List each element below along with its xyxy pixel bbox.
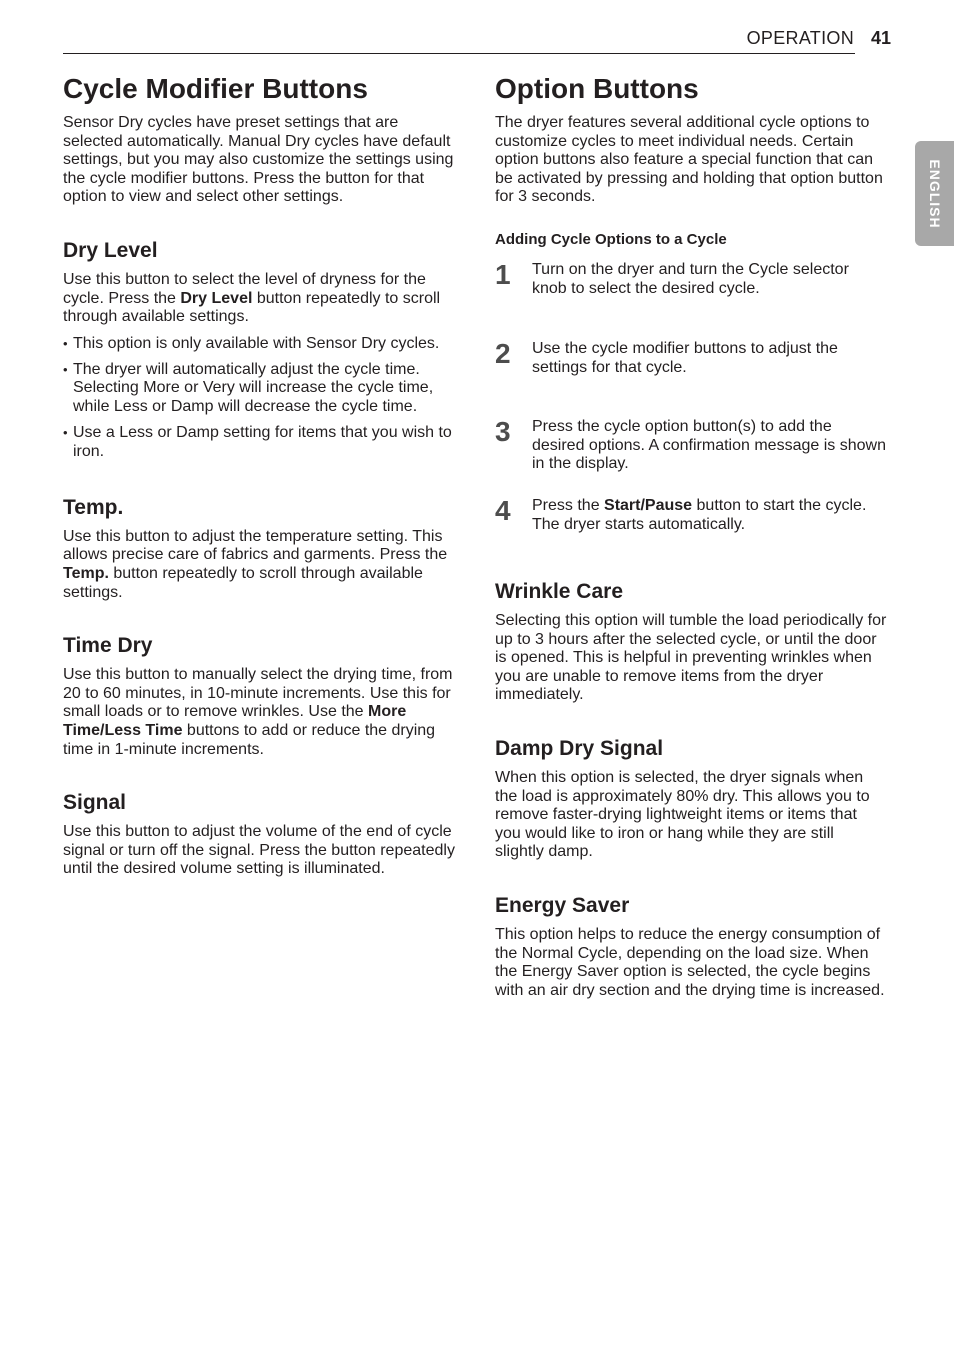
step-text: Use the cycle modifier buttons to adjust the settings for that cycle. bbox=[532, 339, 838, 376]
step-4 bbox=[495, 494, 887, 578]
cycle-modifier-title: Cycle Modifier Buttons bbox=[63, 73, 368, 104]
step-text: Turn on the dryer and turn the Cycle selector knob to select the desired cycle. bbox=[532, 260, 849, 297]
damp-dry-signal-body: When this option is selected, the dryer signals when the load is approximately 80% dry. This allows you to remove faster-drying lightweight items or items that you would like to iron or hang while they are still slightly damp. bbox=[495, 768, 870, 861]
step-number: 4 bbox=[495, 494, 511, 526]
dry-level-bullets bbox=[63, 335, 459, 462]
wrinkle-care-body: Selecting this option will tumble the load periodically for up to 3 hours after the selected cycle, or until the door is opened. This is helpful in preventing wrinkles when you are unable to remove items from the dryer immediately. bbox=[495, 611, 887, 704]
step-number: 1 bbox=[495, 258, 511, 290]
temp-body: Use this button to adjust the temperature setting. This allows precise care of fabrics and garments. Press the Temp. button repeatedly to scroll through available settings. bbox=[63, 527, 448, 601]
dry-level-heading: Dry Level bbox=[63, 238, 158, 262]
step-2 bbox=[495, 337, 887, 418]
option-buttons-title: Option Buttons bbox=[495, 73, 699, 104]
list-item: • The dryer will automatically adjust the cycle time. Selecting More or Very will increase the cycle time, while Less or Damp will decrease the cycle time. bbox=[63, 361, 459, 417]
step-number: 3 bbox=[495, 415, 511, 447]
time-dry-body: Use this button to manually select the drying time, from 20 to 60 minutes, in 10-minute increments. Use this for small loads or to remove wrinkles. Use the More Time/Less Time buttons to add or reduce the drying time in 1-minute increments. bbox=[63, 666, 453, 758]
energy-saver-heading: Energy Saver bbox=[495, 893, 630, 917]
page-number: 41 bbox=[870, 28, 891, 48]
step-text: Press the Start/Pause button to start the cycle. The dryer starts automatically. bbox=[532, 496, 867, 533]
step-text: Press the cycle option button(s) to add the desired options. A confirmation message is shown in the display. bbox=[532, 417, 886, 473]
list-item: • This option is only available with Sensor Dry cycles. bbox=[63, 335, 459, 354]
left-column bbox=[63, 70, 459, 879]
steps-heading: Adding Cycle Options to a Cycle bbox=[495, 230, 727, 248]
step-1 bbox=[495, 258, 887, 340]
signal-heading: Signal bbox=[63, 791, 127, 815]
page-header bbox=[63, 27, 891, 54]
step-number: 2 bbox=[495, 337, 511, 369]
signal-body: Use this button to adjust the volume of the end of cycle signal or turn off the signal. Press the button repeatedly until the desired volume setting is illuminated. bbox=[63, 823, 455, 878]
language-tab bbox=[915, 141, 954, 246]
language-tab-label: ENGLISH bbox=[926, 158, 943, 229]
temp-heading: Temp. bbox=[63, 495, 124, 519]
dry-level-body: Use this button to select the level of dryness for the cycle. Press the Dry Level button repeatedly to scroll through available settings. bbox=[63, 270, 441, 326]
section-name: OPERATION bbox=[746, 28, 854, 48]
damp-dry-signal-heading: Damp Dry Signal bbox=[495, 736, 664, 760]
option-buttons-intro: The dryer features several additional cycle options to customize cycles to meet individual needs. Certain option buttons also feature a special function that can be activated by pressing and holding that option button for 3 seconds. bbox=[495, 114, 883, 206]
right-column bbox=[495, 70, 887, 1000]
energy-saver-body: This option helps to reduce the energy consumption of the Normal Cycle, depending on the load size. When the Energy Saver option is selected, the cycle begins with an air dry section and the drying time is increased. bbox=[495, 925, 885, 999]
step-3 bbox=[495, 415, 887, 497]
list-item: • Use a Less or Damp setting for items that you wish to iron. bbox=[63, 424, 459, 461]
cycle-modifier-intro: Sensor Dry cycles have preset settings that are selected automatically. Manual Dry cycles have default settings, but you may also customize the settings using the cycle modifier buttons. Press the button for that option to view and select other settings. bbox=[63, 114, 454, 206]
header-rule bbox=[63, 53, 855, 54]
wrinkle-care-heading: Wrinkle Care bbox=[495, 579, 623, 603]
time-dry-heading: Time Dry bbox=[63, 634, 153, 658]
